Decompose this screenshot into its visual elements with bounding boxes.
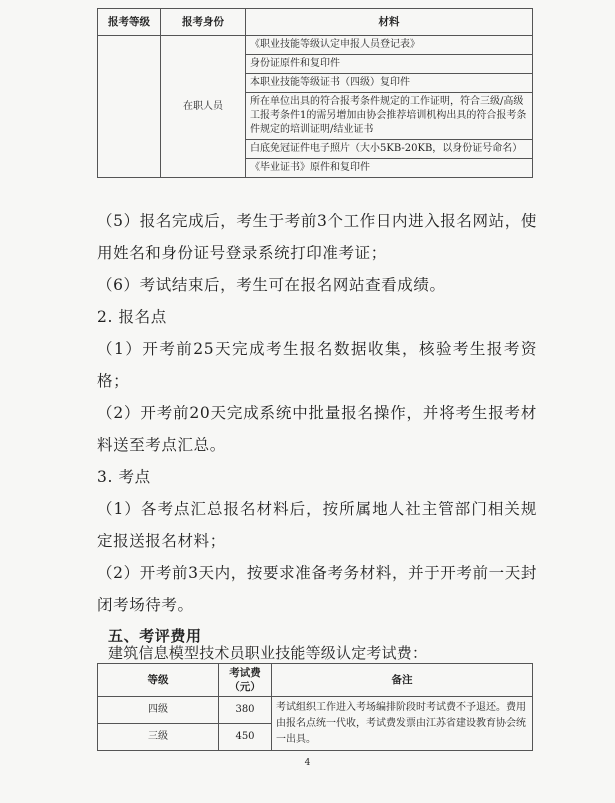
fee-table-header (98, 664, 533, 697)
fee-note-cell: 考试组织工作进入考场编排阶段时考试费不予退还。费用由报名点统一代收，考试费发票由江苏省建设教育协会统一出具。 (272, 697, 533, 751)
paragraph-exam-site-2: （2）开考前3天内，按要求准备考务材料，并于开考前一天封闭考场待考。 (97, 564, 537, 614)
subheading-registration-point: 2. 报名点 (97, 308, 167, 326)
header-materials: 材料 (246, 9, 533, 36)
table-row (98, 36, 533, 55)
identity-cell: 在职人员 (161, 36, 246, 178)
material-item: 白底免冠证件电子照片（大小5KB-20KB，以身份证号命名） (246, 140, 533, 159)
header-fee-amount: 考试费（元） (219, 664, 272, 697)
materials-table-header (98, 9, 533, 36)
table-row (98, 697, 533, 724)
material-item: 所在单位出具的符合报考条件规定的工作证明，符合三级/高级工报考条件1的需另增加由协会推荐培训机构出具的符合报考条件规定的培训证明/结业证书 (246, 93, 533, 140)
fee-intro: 建筑信息模型技术员职业技能等级认定考试费： (108, 644, 428, 662)
material-item: 《毕业证书》原件和复印件 (246, 159, 533, 178)
fee-amount-cell: 450 (219, 724, 272, 751)
paragraph-exam-site-1: （1）各考点汇总报名材料后，按所属地人社主管部门相关规定报送报名材料； (97, 500, 537, 550)
level-cell (98, 36, 161, 178)
fee-amount-cell: 380 (219, 697, 272, 724)
fee-table (97, 663, 533, 751)
material-item: 身份证原件和复印件 (246, 55, 533, 74)
header-level: 报考等级 (98, 9, 161, 36)
paragraph-step-6: （6）考试结束后，考生可在报名网站查看成绩。 (97, 276, 446, 294)
material-item: 本职业技能等级证书（四级）复印件 (246, 74, 533, 93)
header-fee-level: 等级 (98, 664, 219, 697)
paragraph-reg-point-1: （1）开考前25天完成考生报名数据收集，核验考生报考资格； (97, 340, 537, 390)
subheading-exam-site: 3. 考点 (97, 468, 151, 486)
fee-level-cell: 四级 (98, 697, 219, 724)
materials-table (97, 8, 533, 178)
fee-level-cell: 三级 (98, 724, 219, 751)
paragraph-step-5: （5）报名完成后，考生于考前3个工作日内进入报名网站，使用姓名和身份证号登录系统打印准考证； (97, 212, 537, 262)
header-identity: 报考身份 (161, 9, 246, 36)
header-fee-note: 备注 (272, 664, 533, 697)
material-item: 《职业技能等级认定申报人员登记表》 (246, 36, 533, 55)
page-number: 4 (304, 758, 311, 768)
section-heading: 五、考评费用 (108, 627, 202, 645)
paragraph-reg-point-2: （2）开考前20天完成系统中批量报名操作，并将考生报考材料送至考点汇总。 (97, 404, 537, 454)
